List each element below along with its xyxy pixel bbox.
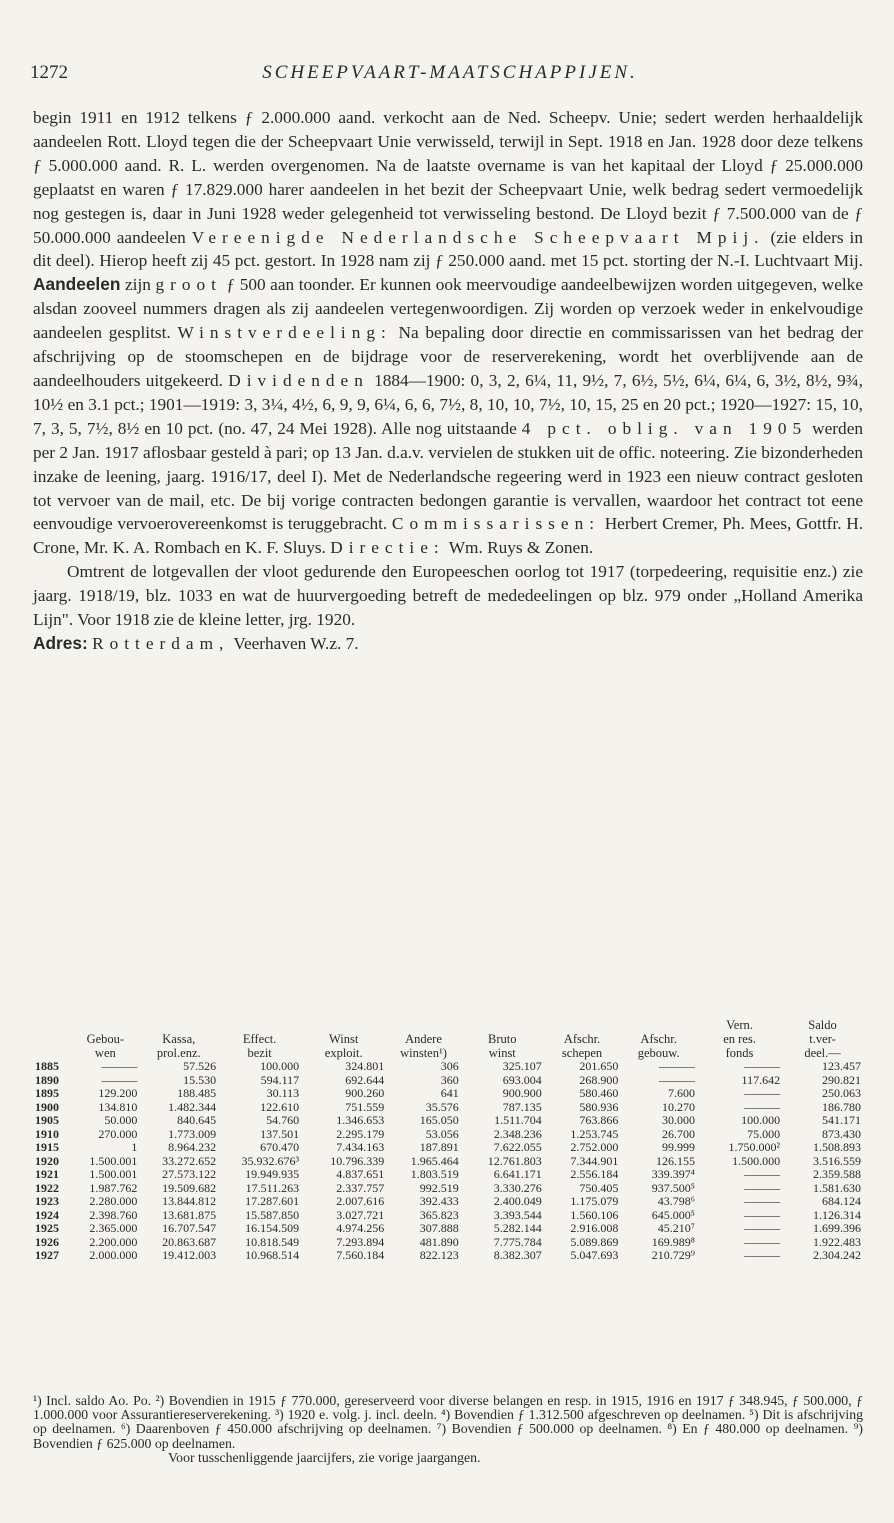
table-cell: 1.253.745 xyxy=(570,1126,619,1141)
table-cell: 2.007.616 xyxy=(336,1194,385,1208)
table-cell: 17.511.263 xyxy=(245,1180,300,1195)
table-cell: 7.434.163 xyxy=(336,1140,385,1154)
table-cell: 75.000 xyxy=(747,1126,781,1141)
table-cell: 1.581.630 xyxy=(813,1180,861,1195)
table-cell: 12.761.803 xyxy=(487,1153,542,1168)
row-year: 1921 xyxy=(35,1167,59,1181)
text-segment: werden per 2 Jan. 1917 aflosbaar gesteld à pari; op 13 Jan. d.a.v. vervielen de stukken uit de offic. noteering. Zie bizonderheden inzake de leening, jaarg. 1916/17, deel I). Met de Nederlandsche regeering werd in 1923 een nieuw contract gesloten tot vervoer van de mail, etc. De bij vorige contracten bedongen garantie is vervallen, waardoor het contract tot eene eenvoudige vervoerovereenkomst is teruggebracht. xyxy=(33,418,864,534)
table-cell: 6.641.171 xyxy=(493,1167,542,1181)
address-label: Adres: xyxy=(33,632,88,653)
table-cell: 43.798⁶ xyxy=(657,1194,695,1208)
column-header: Winst exploit. xyxy=(324,1032,363,1060)
table-cell: 670.470 xyxy=(260,1140,300,1154)
table-row xyxy=(33,1114,863,1128)
table-cell: 10.818.549 xyxy=(245,1234,300,1249)
text-spaced: groot xyxy=(155,275,222,295)
table-row xyxy=(33,1209,863,1223)
table-cell: 129.200 xyxy=(98,1086,138,1100)
column-header: Vern. en res. fonds xyxy=(723,1018,756,1060)
table-cell: 1.750.000² xyxy=(728,1140,781,1154)
table-cell: 45.210⁷ xyxy=(657,1221,695,1235)
table-cell: 7.600 xyxy=(667,1086,695,1100)
row-year: 1924 xyxy=(35,1207,59,1222)
column-header: Afschr. gebouw. xyxy=(637,1032,680,1060)
table-cell: 1.126.314 xyxy=(813,1207,861,1222)
table-cell: 1.508.893 xyxy=(813,1140,861,1154)
table-cell: 4.837.651 xyxy=(336,1167,385,1181)
table-cell: 16.707.547 xyxy=(162,1221,217,1235)
table-cell: 2.295.179 xyxy=(336,1126,385,1141)
paragraph-main xyxy=(33,106,863,560)
table-cell: 339.397⁴ xyxy=(651,1167,695,1181)
financial-table xyxy=(33,1018,863,1263)
table-cell: 5.047.693 xyxy=(570,1248,619,1262)
table-cell: 2.304.242 xyxy=(813,1248,861,1262)
table-cell: 3.330.276 xyxy=(493,1180,542,1195)
table-cell: ——— xyxy=(101,1072,138,1087)
table-cell: ——— xyxy=(744,1167,781,1181)
table-cell: 1.482.344 xyxy=(168,1099,217,1114)
table-cell: 306 xyxy=(440,1059,459,1073)
address-city: Rotterdam, xyxy=(92,633,230,653)
label-directie: Directie: xyxy=(330,538,445,558)
table-cell: 35.932.676³ xyxy=(241,1153,300,1168)
table-cell: 123.457 xyxy=(822,1059,861,1073)
running-title: SCHEEPVAART-MAATSCHAPPIJEN. xyxy=(262,62,638,83)
table-cell: 100.000 xyxy=(260,1059,300,1073)
table-cell: ——— xyxy=(101,1059,138,1073)
table-row xyxy=(33,1128,863,1142)
table-cell: 5.282.144 xyxy=(493,1221,542,1235)
table-cell: 594.117 xyxy=(260,1072,300,1087)
table-cell: 3.516.559 xyxy=(813,1153,861,1168)
table-row xyxy=(33,1168,863,1182)
row-year: 1885 xyxy=(35,1059,59,1073)
table-cell: 268.900 xyxy=(579,1072,619,1087)
table-row xyxy=(33,1182,863,1196)
text-segment: zijn xyxy=(124,275,151,295)
row-year: 1910 xyxy=(35,1126,59,1141)
row-year: 1922 xyxy=(35,1180,59,1195)
table-cell: 137.501 xyxy=(260,1126,300,1141)
label-obligaties: 4 pct. oblig. van 1905 xyxy=(521,418,808,438)
table-cell: 35.576 xyxy=(425,1099,459,1114)
table-cell: 763.866 xyxy=(579,1113,619,1127)
table-cell: 751.559 xyxy=(345,1099,385,1114)
table-cell: 186.780 xyxy=(822,1099,861,1114)
table-cell: 1.500.001 xyxy=(89,1153,138,1168)
table-cell: 641 xyxy=(440,1086,459,1100)
footnote-last-line: Voor tusschenliggende jaarcijfers, zie vorige jaargangen. xyxy=(168,1449,481,1465)
table-cell: 325.107 xyxy=(502,1059,542,1073)
paragraph-war: Omtrent de lotgevallen der vloot gedurende den Europeeschen oorlog tot 1917 (torpedeering, requisitie enz.) zie jaarg. 1918/19, blz. 1033 en wat de huurvergoeding betreft de mededeelingen op blz. 979 onder „Holland Amerika Lijn". Voor 1918 zie de kleine letter, jrg. 1920. xyxy=(33,562,863,630)
table-cell: 13.681.875 xyxy=(162,1207,217,1222)
table-cell: 3.393.544 xyxy=(493,1207,542,1222)
table-cell: 900.900 xyxy=(502,1086,542,1100)
text-segment: ƒ 500 aan toonder. Er kunnen ook meervoudige aandeelbewijzen worden uitgegeven, welke alsdan zooveel nummers dragen als zij aandeelen vertegenwoordigen. Zij worden op verzoek weder in enkelvoudige aandeelen gesplitst. xyxy=(33,275,863,343)
table-cell: 126.155 xyxy=(655,1153,695,1168)
table-cell: 900.260 xyxy=(345,1086,385,1100)
table-cell: 8.964.232 xyxy=(168,1140,217,1154)
text-segment: 1884—1900: 0, 3, 2, 6¼, 11, 9½, 7, 6½, 5½, 6¼, 6¼, 6, 3½, 8½, 9¾, 10½ en 3.1 pct.; 1901—1919: 3, 3¼, 4½, 6, 9, 9, 6¼, 6, 6, 7½, 8, 10, 10, 7½, 10, 15, 25 en 20 pct.; 1920—1927: 15, 10, 7, 3, 5, 7½, 8½ en 10 pct. (no. 47, 24 Mei 1928). Alle nog uitstaande xyxy=(33,370,863,438)
table-cell: ——— xyxy=(744,1099,781,1114)
table-cell: 2.916.008 xyxy=(570,1221,619,1235)
table-cell: ——— xyxy=(658,1059,695,1073)
table-cell: 2.348.236 xyxy=(493,1126,542,1141)
table-row xyxy=(33,1087,863,1101)
table-cell: 270.000 xyxy=(98,1126,138,1141)
table-cell: ——— xyxy=(744,1207,781,1222)
row-year: 1926 xyxy=(35,1234,59,1249)
table-cell: 7.622.055 xyxy=(493,1140,542,1154)
table-cell: 1.699.396 xyxy=(813,1221,861,1235)
table-cell: 580.936 xyxy=(579,1099,619,1114)
row-year: 1895 xyxy=(35,1086,59,1100)
table-cell: 692.644 xyxy=(345,1072,385,1087)
table-cell: 5.089.869 xyxy=(570,1234,619,1249)
table-cell: ——— xyxy=(744,1180,781,1195)
table-cell: 750.405 xyxy=(579,1180,619,1195)
table-cell: 7.775.784 xyxy=(493,1234,542,1249)
table-cell: 33.272.652 xyxy=(162,1153,217,1168)
table-cell: 1.500.001 xyxy=(89,1167,138,1181)
table-cell: 2.359.588 xyxy=(813,1167,861,1181)
table-cell: 324.801 xyxy=(345,1059,385,1073)
column-header: Afschr. schepen xyxy=(561,1032,603,1060)
text-segment: Na bepaling door directie en commissarissen van het bedrag der afschrijving op de stoomschepen en de bijdrage voor de reserverekening, wordt het overblijvende aan de aandeelhouders uitgekeerd. xyxy=(33,323,863,390)
financial-table-wrap xyxy=(33,1018,863,1263)
table-cell: 1.987.762 xyxy=(89,1180,138,1195)
table-cell: 541.171 xyxy=(822,1113,861,1127)
table-cell: 10.270 xyxy=(661,1099,695,1114)
table-cell: 201.650 xyxy=(579,1059,619,1073)
table-cell: 365.823 xyxy=(419,1207,459,1222)
table-cell: 992.519 xyxy=(419,1180,459,1195)
table-row xyxy=(33,1236,863,1250)
row-year: 1915 xyxy=(35,1140,59,1154)
row-year: 1890 xyxy=(35,1072,59,1087)
table-cell: 1 xyxy=(131,1140,138,1154)
table-cell: 17.287.601 xyxy=(245,1194,300,1208)
table-row xyxy=(33,1141,863,1155)
table-cell: 19.412.003 xyxy=(162,1248,217,1262)
table-row xyxy=(33,1249,863,1263)
table-cell: 840.645 xyxy=(177,1113,217,1127)
table-cell: 15.530 xyxy=(183,1072,217,1087)
row-year: 1927 xyxy=(35,1248,59,1262)
table-cell: 693.004 xyxy=(502,1072,542,1087)
label-winstverdeeling: Winstverdeeling: xyxy=(177,323,392,343)
table-row xyxy=(33,1074,863,1088)
table-body xyxy=(33,1060,863,1263)
column-header: Saldo t.ver- deel.— xyxy=(804,1018,841,1060)
table-cell: 134.810 xyxy=(98,1099,138,1114)
address-street: Veerhaven W.z. 7. xyxy=(233,633,359,653)
table-row xyxy=(33,1155,863,1169)
table-cell: 360 xyxy=(440,1072,459,1087)
table-cell: 30.000 xyxy=(661,1113,695,1127)
table-cell: 290.821 xyxy=(822,1072,861,1087)
table-cell: 26.700 xyxy=(661,1126,695,1141)
label-dividenden: Dividenden xyxy=(228,370,369,390)
row-year: 1920 xyxy=(35,1153,59,1168)
column-header: Kassa, prol.enz. xyxy=(156,1032,201,1060)
table-cell: 392.433 xyxy=(419,1194,459,1208)
table-cell: 54.760 xyxy=(266,1113,300,1127)
table-cell: 7.344.901 xyxy=(570,1153,619,1168)
table-cell: 2.337.757 xyxy=(336,1180,385,1195)
table-cell: 481.890 xyxy=(419,1234,459,1249)
table-row xyxy=(33,1101,863,1115)
page-number: 1272 xyxy=(30,62,68,83)
table-cell: 1.175.079 xyxy=(570,1194,619,1208)
text-segment: (zie elders in dit deel). Hierop heeft zij 45 pct. gestort. In 1928 nam zij ƒ 250.000 aand. met 15 pct. storting der N.-I. Luchtvaart Mij. xyxy=(33,227,863,271)
table-cell: 20.863.687 xyxy=(162,1234,217,1249)
company-name-spaced: Vereenigde Nederlandsche Scheepvaart Mpij. xyxy=(191,227,765,247)
table-cell: 210.729⁹ xyxy=(651,1248,695,1262)
table-cell: 188.485 xyxy=(177,1086,217,1100)
table-cell: 99.999 xyxy=(661,1140,695,1154)
table-cell: ——— xyxy=(744,1221,781,1235)
table-cell: ——— xyxy=(744,1086,781,1100)
table-row xyxy=(33,1060,863,1074)
column-header: Andere winsten¹) xyxy=(400,1032,447,1060)
row-year: 1905 xyxy=(35,1113,59,1127)
footnotes xyxy=(33,1394,863,1465)
table-cell: 2.556.184 xyxy=(570,1167,619,1181)
table-cell: 1.560.106 xyxy=(570,1207,619,1222)
table-cell: 2.398.760 xyxy=(89,1207,138,1222)
table-cell: 4.974.256 xyxy=(336,1221,385,1235)
table-cell: 165.050 xyxy=(419,1113,459,1127)
table-cell: 2.752.000 xyxy=(570,1140,619,1154)
table-cell: 2.400.049 xyxy=(493,1194,542,1208)
table-cell: 1.922.483 xyxy=(813,1234,861,1249)
table-cell: 15.587.850 xyxy=(245,1207,300,1222)
table-cell: 937.500⁵ xyxy=(651,1180,695,1195)
table-cell: 1.965.464 xyxy=(410,1153,459,1168)
text-segment: begin 1911 en 1912 telkens ƒ 2.000.000 aand. verkocht aan de Ned. Scheepv. Unie; sedert werden herhaaldelijk aandeelen Rott. Lloyd tegen die der Scheepvaart Unie verwisseld, terwijl in Sept. 1918 en Jan. 1928 door deze telkens ƒ 5.000.000 aand. R. L. werden overgenomen. Na de laatste overname is van het kapitaal der Lloyd ƒ 25.000.000 geplaatst en waren ƒ 17.829.000 harer aandeelen in het bezit der Scheepvaart Unie, welk bedrag sedert vermoedelijk nog gestegen is, daar in Juni 1928 weder gelegenheid tot verwisseling bestond. De Lloyd bezit ƒ 7.500.000 van de ƒ 50.000.000 aandeelen xyxy=(33,108,863,247)
table-cell: 822.123 xyxy=(419,1248,459,1262)
table-cell: 122.610 xyxy=(260,1099,300,1114)
table-cell: 1.500.000 xyxy=(732,1153,781,1168)
table-cell: 3.027.721 xyxy=(336,1207,385,1222)
table-cell: 2.280.000 xyxy=(89,1194,138,1208)
table-cell: 27.573.122 xyxy=(162,1167,217,1181)
table-cell: 7.560.184 xyxy=(336,1248,385,1262)
table-cell: 50.000 xyxy=(104,1113,138,1127)
address-line xyxy=(33,632,863,656)
body-text xyxy=(33,106,863,656)
table-cell: 2.200.000 xyxy=(89,1234,138,1249)
row-year: 1925 xyxy=(35,1221,59,1235)
table-cell: 169.989⁸ xyxy=(651,1234,695,1249)
table-cell: ——— xyxy=(744,1059,781,1073)
table-cell: 2.365.000 xyxy=(89,1221,138,1235)
table-cell: 1.511.704 xyxy=(494,1113,542,1127)
row-year: 1900 xyxy=(35,1099,59,1114)
table-row xyxy=(33,1222,863,1236)
row-year: 1923 xyxy=(35,1194,59,1208)
table-cell: ——— xyxy=(744,1234,781,1249)
table-cell: 57.526 xyxy=(183,1059,217,1073)
table-cell: 30.113 xyxy=(266,1086,300,1100)
table-cell: 307.888 xyxy=(419,1221,459,1235)
table-cell: 10.968.514 xyxy=(245,1248,300,1262)
table-cell: 187.891 xyxy=(419,1140,459,1154)
table-cell: 580.460 xyxy=(579,1086,619,1100)
table-cell: 1.346.653 xyxy=(336,1113,385,1127)
table-cell: ——— xyxy=(744,1248,781,1262)
table-cell: 1.803.519 xyxy=(410,1167,459,1181)
table-cell: 19.949.935 xyxy=(245,1167,300,1181)
label-commissarissen: Commissarissen: xyxy=(391,514,601,534)
table-cell: 1.773.009 xyxy=(168,1126,217,1141)
table-cell: 117.642 xyxy=(741,1072,781,1087)
table-cell: 19.509.682 xyxy=(162,1180,217,1195)
table-cell: 645.000⁵ xyxy=(651,1207,695,1222)
column-header: Bruto winst xyxy=(487,1032,517,1060)
table-cell: 250.063 xyxy=(822,1086,861,1100)
table-cell: 2.000.000 xyxy=(89,1248,138,1262)
column-header xyxy=(33,1018,71,1060)
text-segment: Herbert Cremer, Ph. Mees, Gottfr. H. Crone, Mr. K. A. Rombach en K. F. Sluys. xyxy=(33,514,864,558)
text-segment: Wm. Ruys & Zonen. xyxy=(448,538,594,558)
table-cell: 787.135 xyxy=(502,1099,542,1114)
table-row xyxy=(33,1195,863,1209)
section-label-aandeelen: Aandeelen xyxy=(33,274,121,295)
table-cell: 100.000 xyxy=(741,1113,781,1127)
table-cell: 13.844.812 xyxy=(162,1194,217,1208)
page-header xyxy=(30,62,870,92)
table-cell: ——— xyxy=(744,1194,781,1208)
table-cell: 53.056 xyxy=(425,1126,459,1141)
table-cell: 7.293.894 xyxy=(336,1234,385,1249)
column-header: Gebou- wen xyxy=(86,1032,125,1060)
table-cell: 684.124 xyxy=(822,1194,861,1208)
table-cell: 10.796.339 xyxy=(330,1153,385,1168)
column-header: Effect. bezit xyxy=(242,1032,277,1060)
table-cell: ——— xyxy=(658,1072,695,1087)
table-header-row xyxy=(33,1018,863,1060)
table-cell: 8.382.307 xyxy=(493,1248,542,1262)
table-cell: 873.430 xyxy=(822,1126,861,1141)
footnote-text: ¹) Incl. saldo Ao. Po. ²) Bovendien in 1915 ƒ 770.000, gereserveerd voor diverse belangen en resp. in 1915, 1916 en 1917 ƒ 348.945, ƒ 500.000, ƒ 1.000.000 voor Assurantiereserverekening. ³) 1920 e. volg. j. incl. deeln. ⁴) Bovendien ƒ 1.312.500 afgeschreven op deelnamen. ⁵) Dit is afschrijving op deelnamen. ⁶) Daarenboven ƒ 450.000 afschrijving op deelnamen. ⁷) Bovendien ƒ 500.000 op deelnamen. ⁸) En ƒ 480.000 op deelnamen. ⁹) Bovendien ƒ 625.000 op deelnamen. xyxy=(33,1393,863,1451)
table-cell: 16.154.509 xyxy=(245,1221,300,1235)
